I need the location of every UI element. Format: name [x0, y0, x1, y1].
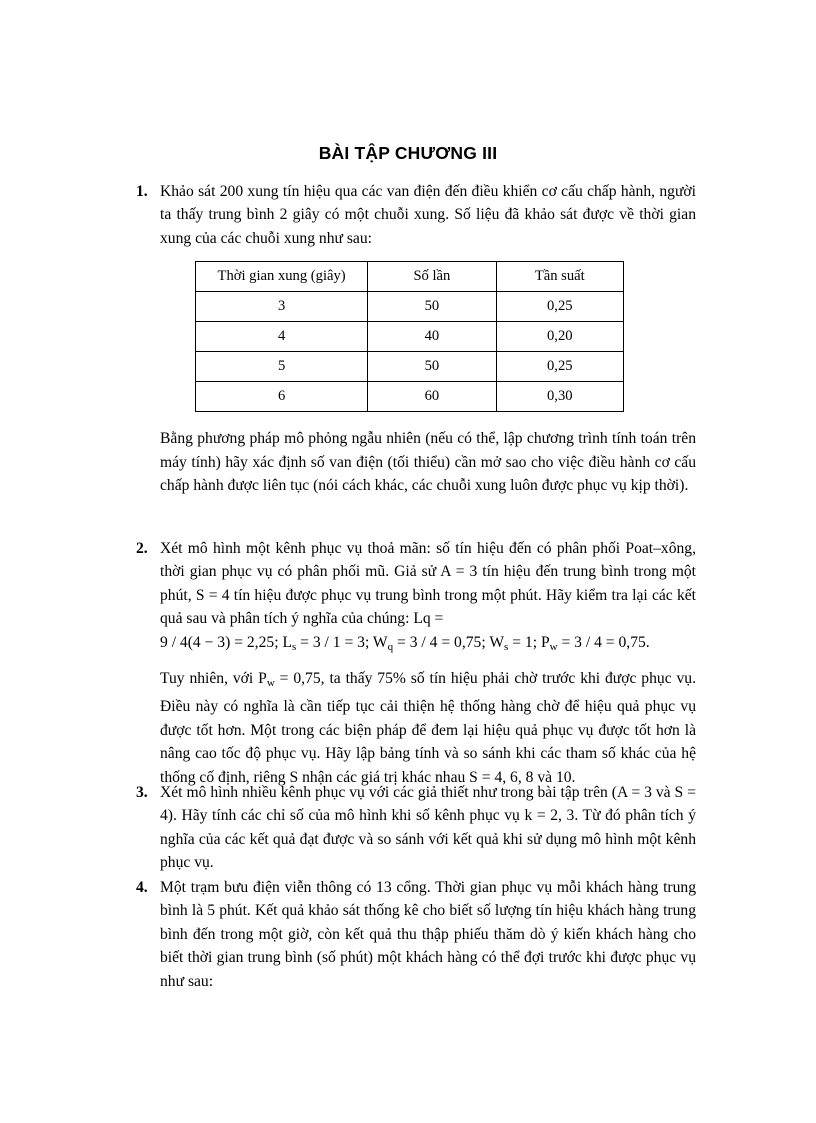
table-cell: 60 — [368, 382, 496, 412]
exercise-4 — [136, 876, 696, 993]
exercise-number: 1. — [136, 183, 148, 200]
table-cell: 3 — [196, 292, 368, 322]
formula-separator: ; — [481, 633, 486, 651]
exercise-3 — [136, 781, 696, 875]
exercise-number: 4. — [136, 879, 148, 896]
exercise-text: Xét mô hình một kênh phục vụ thoả mãn: số tín hiệu đến có phân phối Poat–xông, thời gian phục vụ có phân phối mũ. Giả sử A = 3 tín hiệu đến trung bình trong một phút, S = 4 tín hiệu được phục vụ trung bình trong một phút. Hãy kiểm tra lại các kết quả sau và phân tích ý nghĩa của chúng: Lq = — [160, 540, 696, 628]
exercise-number: 2. — [136, 540, 148, 557]
pulse-data-table — [195, 261, 624, 412]
exercise-task: Bằng phương pháp mô phỏng ngẫu nhiên (nếu có thể, lập chương trình tính toán trên máy tính) hãy xác định số van điện (tối thiểu) cần mở sao cho việc điều hành cơ cấu chấp hành được liên tục (nói cách khác, các chuỗi xung luôn được phục vụ kịp thời). — [160, 430, 696, 495]
table-header-row — [196, 262, 624, 292]
table-cell: 50 — [368, 352, 496, 382]
table-row — [196, 292, 624, 322]
formula-lq: 9 / 4(4 − 3) = 2,25 — [160, 633, 275, 651]
exercise-text: Xét mô hình nhiều kênh phục vụ với các giả thiết như trong bài tập trên (A = 3 và S = 4). Hãy tính các chỉ số của mô hình khi số kênh phục vụ k = 2, 3. Từ đó phân tích ý nghĩa của các kết quả đạt được và so sánh với kết quả khi sử dụng mô hình một kênh phục vụ. — [160, 784, 696, 872]
exercise-text: Một trạm bưu điện viễn thông có 13 cổng. Thời gian phục vụ mỗi khách hàng trung bình là 5 phút. Kết quả khảo sát thống kê cho biết số lượng tín hiệu khách hàng trung bình đến trong một giờ, còn kết quả thu thập phiếu thăm dò ý kiến khách hàng cho biết thời gian trung bình (số phút) một khách hàng có thể đợi trước khi được phục vụ như sau: — [160, 879, 696, 990]
table-cell: 6 — [196, 382, 368, 412]
data-table-wrapper — [195, 261, 696, 412]
exercise-number: 3. — [136, 784, 148, 801]
formula-separator: ; — [274, 633, 279, 651]
formula-line — [160, 631, 696, 659]
formula-separator: ; — [364, 633, 370, 651]
table-cell: 0,25 — [496, 292, 623, 322]
formula-pw-inline: $P_w = 0,75$ — [258, 670, 321, 690]
table-cell: 4 — [196, 322, 368, 352]
exercise-2 — [136, 537, 696, 789]
exercise-1 — [136, 180, 696, 497]
table-cell: 50 — [368, 292, 496, 322]
table-row — [196, 382, 624, 412]
table-cell: 40 — [368, 322, 496, 352]
formula-wq: $W_q = 3 / 4 = 0,75$ — [372, 633, 482, 653]
table-header-cell: Số lần — [368, 262, 496, 292]
table-row — [196, 352, 624, 382]
table-row — [196, 322, 624, 352]
table-cell: 0,20 — [496, 322, 623, 352]
table-cell: 0,25 — [496, 352, 623, 382]
formula-pw: $P_w = 3 / 4 = 0,75$ — [540, 633, 646, 653]
table-cell: 0,30 — [496, 382, 623, 412]
formula-ls: $L_s = 3 / 1 = 3$ — [282, 633, 365, 653]
formula-end: . — [645, 633, 650, 651]
exercise-paragraph-2: Tuy nhiên, với $P_w = 0,75$, ta thấy 75% số tín hiệu phải chờ trước khi được phục vụ. Điều này có nghĩa là cần tiếp tục cải thiện hệ thống hàng chờ để hiệu quả phục vụ được tốt hơn. Một trong các biện pháp để đem lại hiệu quả phục vụ được tốt hơn là nâng cao tốc độ phục vụ. Hãy lập bảng tính và so sánh khi các tham số khác của hệ thống cố định, riêng S nhận các giá trị khác nhau S = 4, 6, 8 và 10. — [160, 670, 696, 786]
table-header-cell: Thời gian xung (giây) — [196, 262, 368, 292]
formula-ws: $W_s = 1$; — [489, 633, 538, 653]
table-header-cell: Tần suất — [496, 262, 623, 292]
table-cell: 5 — [196, 352, 368, 382]
exercise-intro: Khảo sát 200 xung tín hiệu qua các van điện đến điều khiển cơ cấu chấp hành, người ta thấy trung bình 2 giây có một chuỗi xung. Số liệu đã khảo sát được về thời gian xung của các chuỗi xung như sau: — [160, 183, 696, 247]
page-title: BÀI TẬP CHƯƠNG III — [318, 143, 498, 163]
